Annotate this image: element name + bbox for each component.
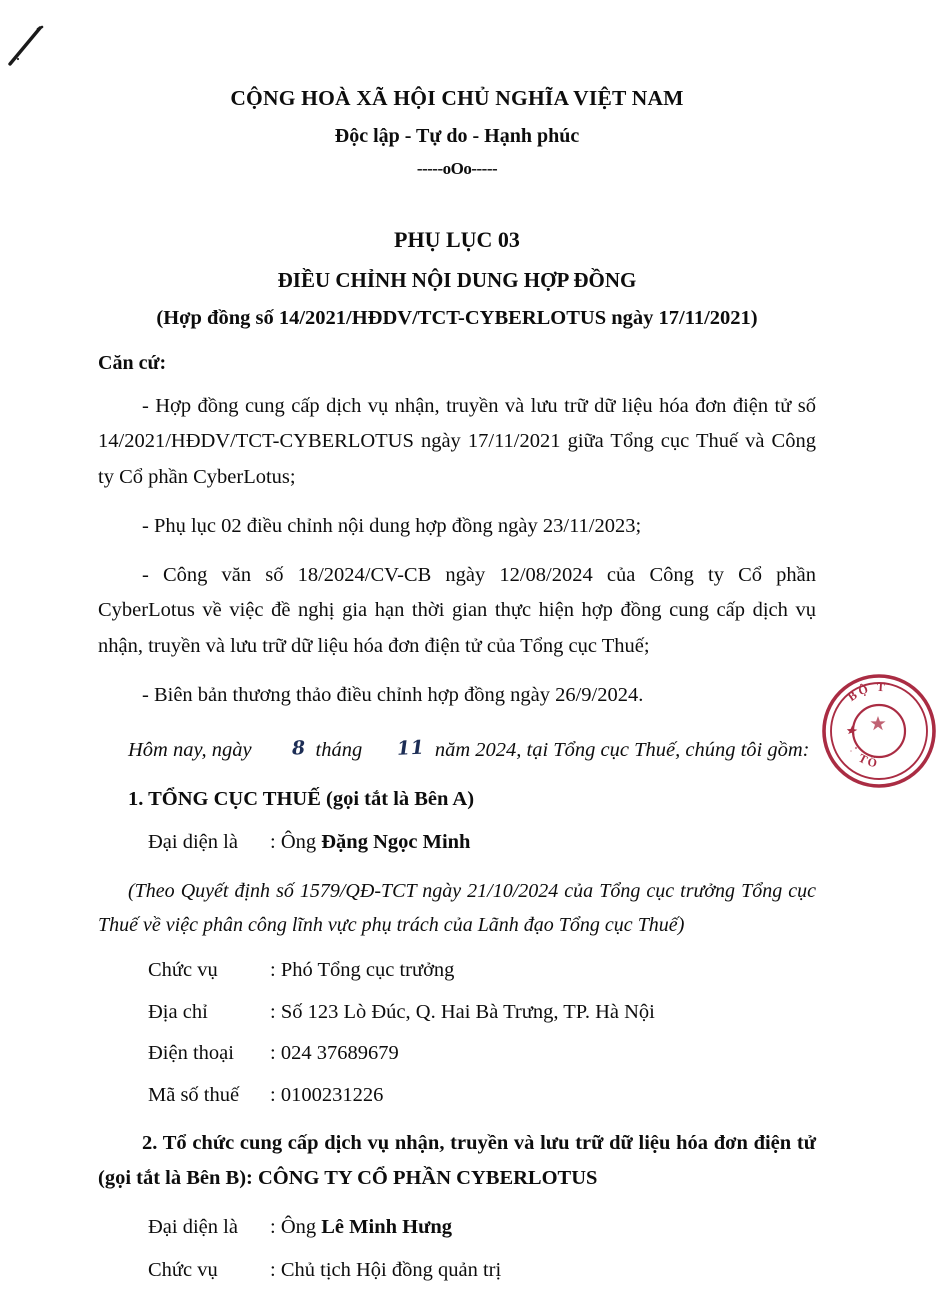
- representative-label: Đại diện là: [148, 1216, 238, 1239]
- field-value: : 024 37689679: [270, 1042, 399, 1065]
- contract-reference: (Hợp đồng số 14/2021/HĐDV/TCT-CYBERLOTUS ngày 17/11/2021): [156, 307, 758, 329]
- representative-name: Đặng Ngọc Minh: [321, 830, 471, 853]
- field-value: : Phó Tổng cục trưởng: [270, 959, 455, 982]
- field-label: Địa chỉ: [148, 1000, 208, 1023]
- document-subtitle: ĐIỀU CHỈNH NỘI DUNG HỢP ĐỒNG: [277, 268, 637, 292]
- basis-item: - Phụ lục 02 điều chỉnh nội dung hợp đồng ngày 23/11/2023;: [142, 514, 642, 537]
- representative-label: Đại diện là: [148, 830, 238, 853]
- header-separator: -----oOo-----: [416, 159, 498, 178]
- field-label: Chức vụ: [148, 1258, 218, 1281]
- basis-label: Căn cứ:: [98, 352, 167, 374]
- party-a-fields: [98, 960, 816, 1105]
- basis-item: - Công văn số 18/2024/CV-CB ngày 12/08/2024 của Công ty Cổ phần CyberLotus về việc đề nghị gia hạn thời gian thực hiện hợp đồng cung cấp dịch vụ nhận, truyền và lưu trữ dữ liệu hóa đơn điện tử của Tổng cục Thuế;: [98, 564, 816, 657]
- pen-stroke-icon: [8, 22, 54, 68]
- party-b-representative-row: [98, 1213, 816, 1243]
- field-label: Mã số thuế: [148, 1083, 240, 1106]
- party-a-heading: 1. TỔNG CỤC THUẾ (gọi tắt là Bên A): [128, 787, 475, 810]
- date-line-prefix: Hôm nay, ngày: [128, 739, 252, 761]
- svg-text:TỔ: TỔ: [856, 750, 881, 771]
- official-seal-icon: [820, 672, 938, 790]
- representative-value: [270, 828, 816, 858]
- national-motto: Độc lập - Tự do - Hạnh phúc: [334, 125, 580, 147]
- field-row: [148, 1043, 816, 1064]
- national-header: CỘNG HOÀ XÃ HỘI CHỦ NGHĨA VIỆT NAM: [230, 86, 684, 110]
- party-b-fields: [98, 1260, 816, 1281]
- field-row: [148, 1002, 816, 1023]
- representative-name: Lê Minh Hưng: [321, 1216, 453, 1239]
- svg-text:BỘ T: BỘ T: [845, 679, 888, 704]
- field-label: Điện thoại: [148, 1042, 234, 1065]
- representative-prefix: : Ông: [270, 1216, 317, 1239]
- field-row: [148, 960, 816, 981]
- party-a-decision-note: (Theo Quyết định số 1579/QĐ-TCT ngày 21/10/2024 của Tổng cục trưởng Tổng cục Thuế về việc phân công lĩnh vực phụ trách của Lãnh đạo Tổng cục Thuế): [98, 879, 816, 936]
- field-label: Chức vụ: [148, 959, 218, 982]
- field-row: [148, 1260, 816, 1281]
- field-row: [148, 1085, 816, 1106]
- date-line-suffix: năm 2024, tại Tổng cục Thuế, chúng tôi gồm:: [434, 739, 810, 761]
- representative-value: [270, 1213, 816, 1243]
- date-line-middle: tháng: [315, 739, 363, 761]
- document-title: PHỤ LỤC 03: [394, 227, 520, 252]
- handwritten-month: 11: [396, 736, 426, 760]
- representative-prefix: : Ông: [270, 830, 317, 853]
- party-a-representative-row: [98, 828, 816, 858]
- field-value: : Số 123 Lò Đúc, Q. Hai Bà Trưng, TP. Hà Nội: [270, 1000, 655, 1023]
- party-b-heading: 2. Tổ chức cung cấp dịch vụ nhận, truyền và lưu trữ dữ liệu hóa đơn điện tử (gọi tắt là Bên B): CÔNG TY CỔ PHẦN CYBERLOTUS: [98, 1132, 816, 1190]
- handwritten-day: 8: [291, 736, 306, 760]
- field-value: : Chủ tịch Hội đồng quản trị: [270, 1258, 502, 1281]
- document-body: [98, 0, 816, 1301]
- basis-item: - Hợp đồng cung cấp dịch vụ nhận, truyền và lưu trữ dữ liệu hóa đơn điện tử số 14/2021/HĐDV/TCT-CYBERLOTUS ngày 17/11/2021 giữa Tổng cục Thuế và Công ty Cổ phần CyberLotus;: [98, 395, 816, 488]
- date-line: [98, 733, 816, 768]
- field-value: : 0100231226: [270, 1083, 384, 1106]
- basis-item: - Biên bản thương thảo điều chỉnh hợp đồng ngày 26/9/2024.: [142, 683, 644, 706]
